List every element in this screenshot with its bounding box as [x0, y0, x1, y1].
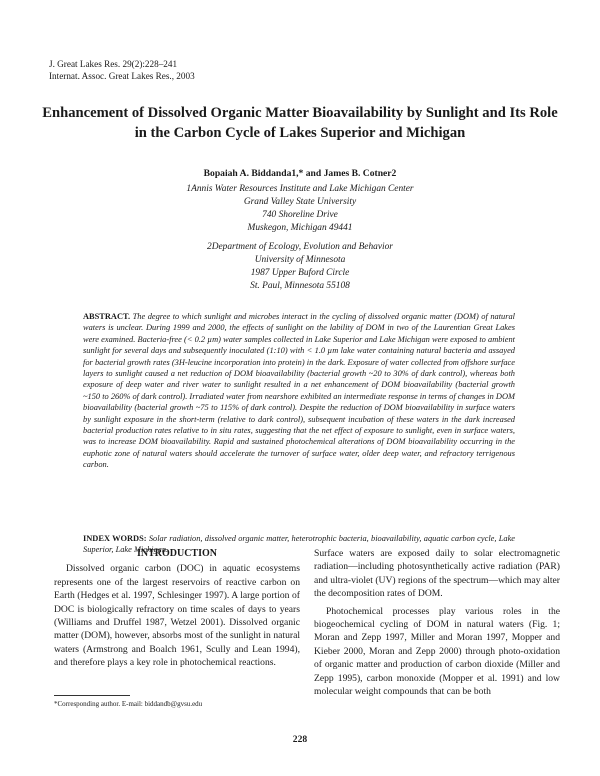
journal-citation-line1: J. Great Lakes Res. 29(2):228–241 [49, 59, 178, 69]
affiliation-1-line3: 740 Shoreline Drive [262, 210, 338, 220]
author-list: Bopaiah A. Biddanda1,* and James B. Cotner2 [203, 168, 397, 179]
abstract [83, 311, 515, 471]
paper-title: Enhancement of Dissolved Organic Matter Bioavailability by Sunlight and Its Role in the Carbon Cycle of Lakes Superior and Michigan [42, 105, 558, 141]
affiliation-2-line1: 2Department of Ecology, Evolution and Behavior [207, 242, 393, 252]
intro-paragraph-3: Photochemical processes play various roles in the biogeochemical cycling of DOM in natural waters (Fig. 1; Moran and Zepp 1997, Miller and Moran 1997, Mopper and Kieber 2000, Moran and Zepp 2000) through photo-oxidation of organic matter and production of carbon dioxide (Miller and Zepp 1995), carbon monoxide (Mopper et al. 1991) and low molecular weight compounds that can be both [314, 605, 560, 698]
affiliation-1-line2: Grand Valley State University [243, 197, 357, 207]
corresponding-author-footnote: *Corresponding author. E-mail: biddandb@gvsu.edu [54, 700, 203, 708]
affiliation-1-line4: Muskegon, Michigan 49441 [247, 223, 353, 233]
abstract-text: The degree to which sunlight and microbes interact in the cycling of dissolved organic matter (DOM) of natural waters is unclear. During 1999 and 2000, the effects of sunlight on the lability of DOM in two of the Laurentian Great Lakes were examined. Bacteria-free (< 0.2 µm) water samples collected in Lake Superior and Lake Michigan were exposed to ambient sunlight for several days and subsequently inoculated (1:10) with < 1.0 µm lake water containing natural bacteria and assayed for bacterial growth rates (3H-leucine incorporation into protein) in the dark. Exposure of water collected from offshore surface layers to sunlight caused a net reduction of DOM bioavailability (bacterial growth ~20 to 30% of dark control), whereas both exposure of deep water and river water to sunlight resulted in a net enhancement of DOM bioavailability (bacterial growth ~150 to 260% of dark control). Irradiated water from nearshore exhibited an intermediate response in terms of changes in DOM bioavailability (bacterial growth ~75 to 115% of dark control). Despite the reduction of DOM bioavailability in surface waters by sunlight exposure in the short-term (relative to dark control), subsequent incubation of these waters in the dark increased bacterial production rates relative to in situ rates, suggesting that the net effect of exposure to sunlight, even in surface waters, was to increase DOM bioavailability. Rapid and sustained photochemical alterations of DOM bioavailability occurring in the euphotic zone of natural waters should accelerate the turnover of surface water, older deep water, and refractory terrigenous carbon. [83, 312, 516, 470]
index-words-label: INDEX WORDS: [83, 534, 147, 543]
page-number: 228 [292, 734, 308, 745]
affiliation-2 [40, 241, 560, 293]
journal-citation-line2: Internat. Assoc. Great Lakes Res., 2003 [49, 71, 195, 81]
affiliation-2-line3: 1987 Upper Buford Circle [250, 268, 350, 278]
right-column [314, 547, 560, 698]
affiliation-1-line1: 1Annis Water Resources Institute and Lake Michigan Center [186, 184, 414, 194]
intro-paragraph-2: Surface waters are exposed daily to solar electromagnetic radiation—including photosynthetically active radiation (PAR) and ultra-violet (UV) regions of the spectrum—which may alter the decomposition rates of DOM. [314, 548, 560, 600]
intro-paragraph-1: Dissolved organic carbon (DOC) in aquatic ecosystems represents one of the largest reservoirs of reactive carbon on Earth (Hedges et al. 1997, Schlesinger 1997). A large portion of DOC is biologically refractory on time scales of days to years (Williams and Druffel 1987, Wetzel 2001). Dissolved organic matter (DOM), however, absorbs most of the sunlight in natural waters (Armstrong and Boalch 1961, Scully and Lean 1994), and therefore plays a key role in photochemical reactions. [54, 563, 300, 669]
abstract-label: ABSTRACT. [83, 312, 131, 321]
index-words-text: Solar radiation, dissolved organic matter, heterotrophic bacteria, bioavailability, aquatic carbon cycle, Lake Superior, Lake Michigan. [83, 534, 516, 555]
affiliation-1 [40, 183, 560, 235]
affiliation-2-line4: St. Paul, Minnesota 55108 [250, 281, 350, 291]
journal-citation [49, 58, 195, 82]
footnote-divider [54, 695, 130, 696]
left-column [54, 547, 300, 670]
introduction-heading: INTRODUCTION [136, 548, 217, 559]
affiliation-2-line2: University of Minnesota [254, 255, 346, 265]
